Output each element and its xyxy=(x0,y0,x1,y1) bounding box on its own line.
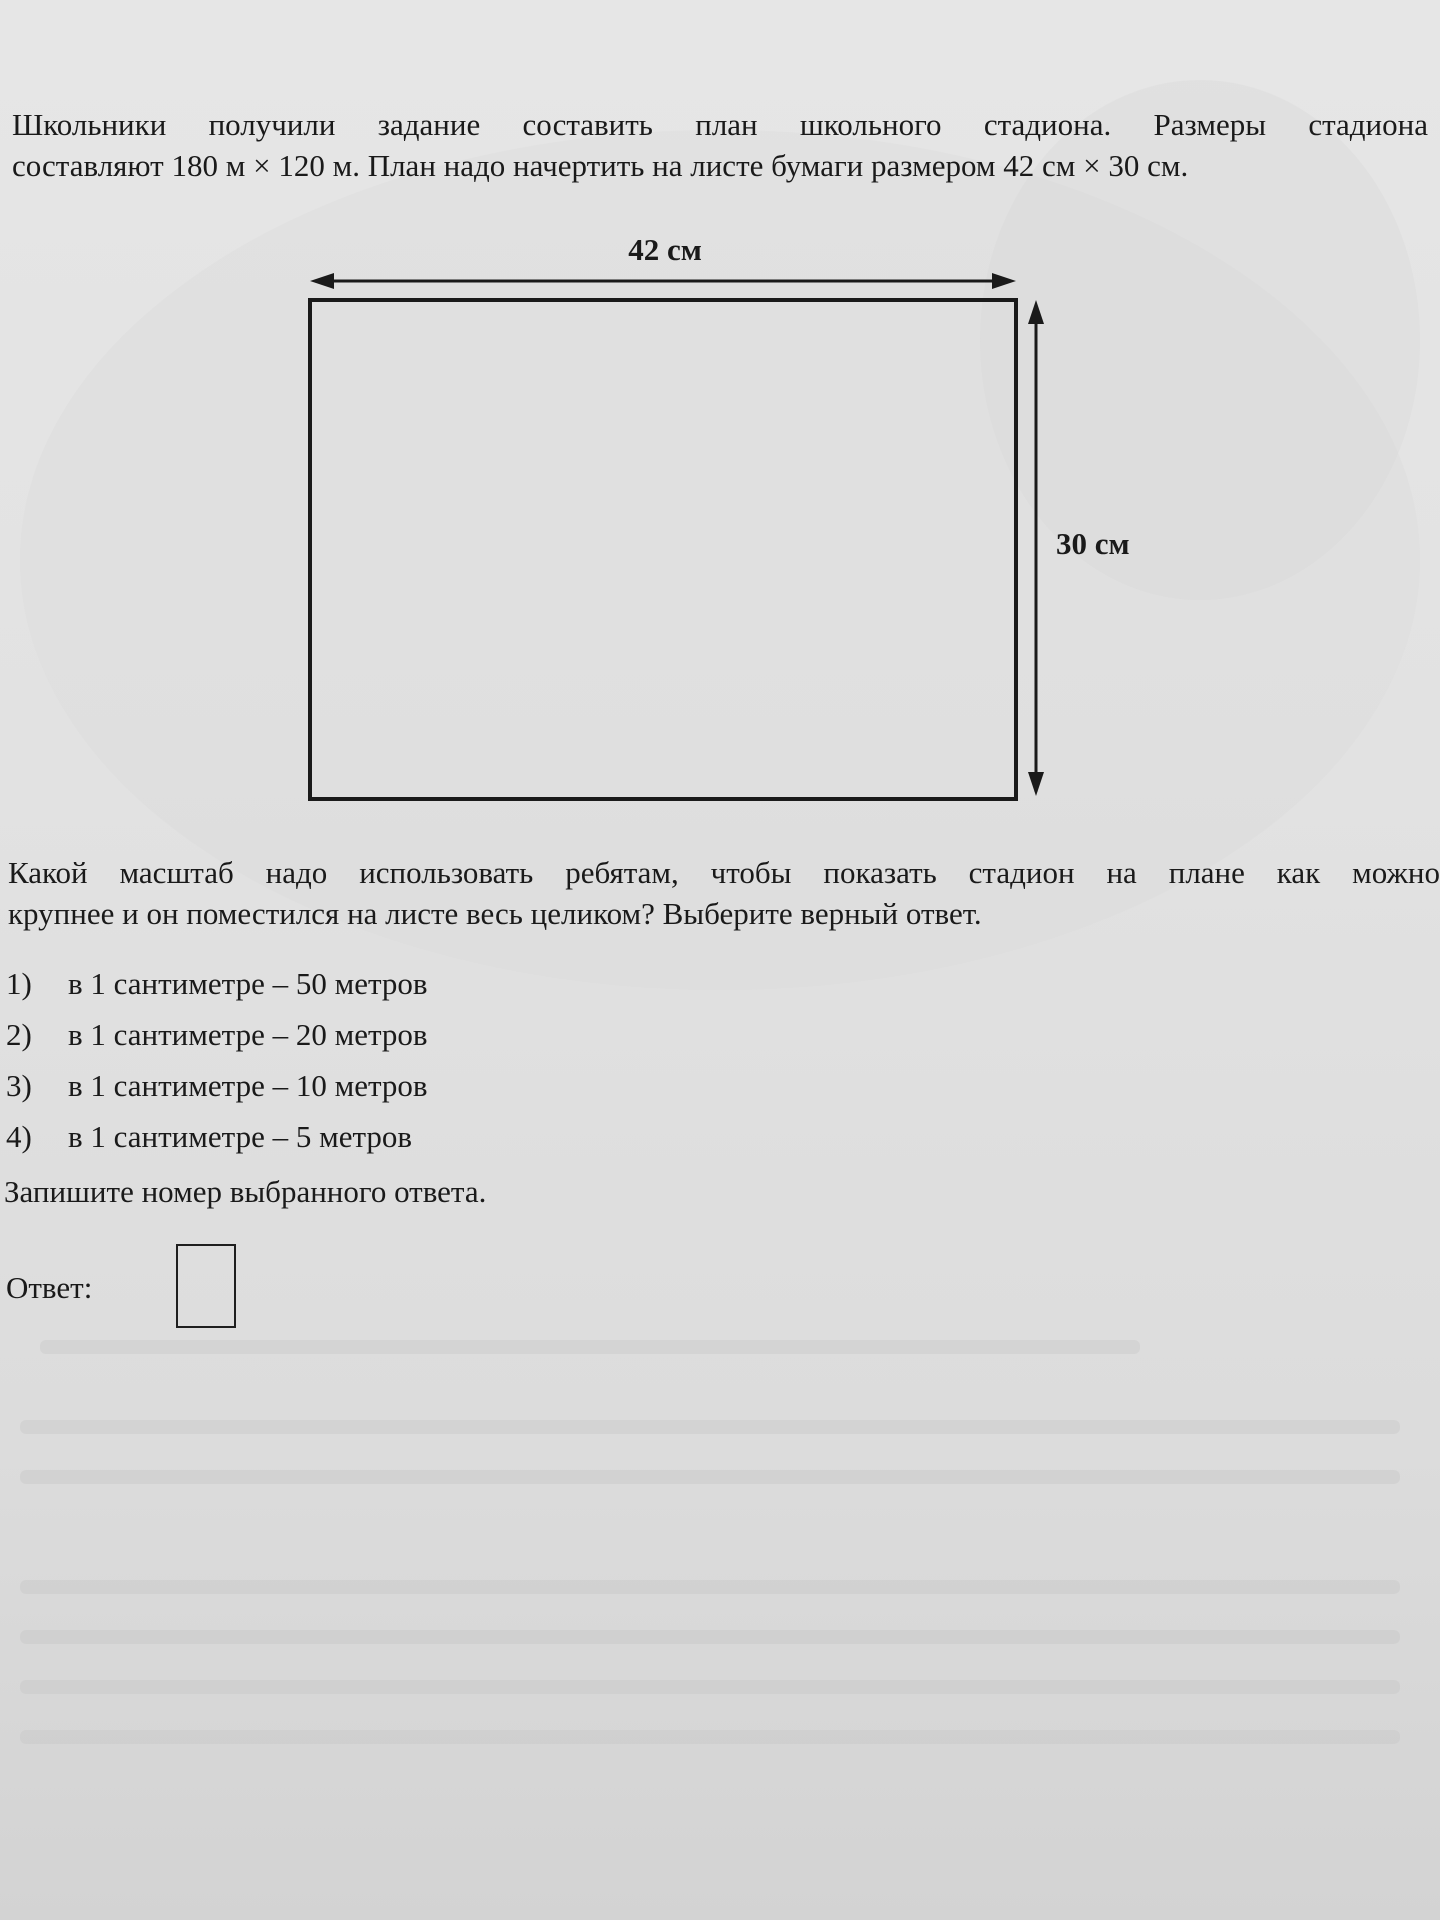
option-number: 2) xyxy=(6,1017,32,1052)
option-number: 1) xyxy=(6,966,32,1001)
height-label: 30 см xyxy=(1056,526,1130,561)
width-arrow-right-head xyxy=(992,273,1016,289)
question-line-1: Какой масштаб надо использовать ребятам, чтобы показать стадион на плане как можно xyxy=(8,855,1440,890)
height-arrow-bottom-head xyxy=(1028,772,1044,796)
option-text: в 1 сантиметре – 20 метров xyxy=(68,1017,428,1052)
task-intro-line-2: составляют 180 м × 120 м. План надо начертить на листе бумаги размером 42 см × 30 см. xyxy=(12,148,1189,183)
answer-option[interactable] xyxy=(6,1060,428,1111)
width-label: 42 см xyxy=(628,232,702,267)
answer-options xyxy=(6,958,428,1162)
answer-box[interactable] xyxy=(176,1244,236,1328)
option-number: 3) xyxy=(6,1068,32,1103)
option-text: в 1 сантиметре – 5 метров xyxy=(68,1119,413,1154)
answer-label: Ответ: xyxy=(6,1270,93,1305)
height-arrow-top-head xyxy=(1028,300,1044,324)
sheet-diagram xyxy=(0,220,1440,820)
question-text xyxy=(8,852,1440,934)
answer-option[interactable] xyxy=(6,1111,428,1162)
task-intro xyxy=(12,104,1428,186)
answer-option[interactable] xyxy=(6,1009,428,1060)
question-line-2: крупнее и он поместился на листе весь целиком? Выберите верный ответ. xyxy=(8,896,982,931)
sheet-diagram-drawing xyxy=(0,220,1440,820)
paper-sheet-rectangle xyxy=(310,300,1016,799)
width-arrow-left-head xyxy=(310,273,334,289)
task-intro-line-1: Школьники получили задание составить план школьного стадиона. Размеры стадиона xyxy=(12,107,1428,142)
option-number: 4) xyxy=(6,1119,32,1154)
answer-option[interactable] xyxy=(6,958,428,1009)
option-text: в 1 сантиметре – 10 метров xyxy=(68,1068,428,1103)
option-text: в 1 сантиметре – 50 метров xyxy=(68,966,428,1001)
answer-instruction: Запишите номер выбранного ответа. xyxy=(4,1174,487,1209)
